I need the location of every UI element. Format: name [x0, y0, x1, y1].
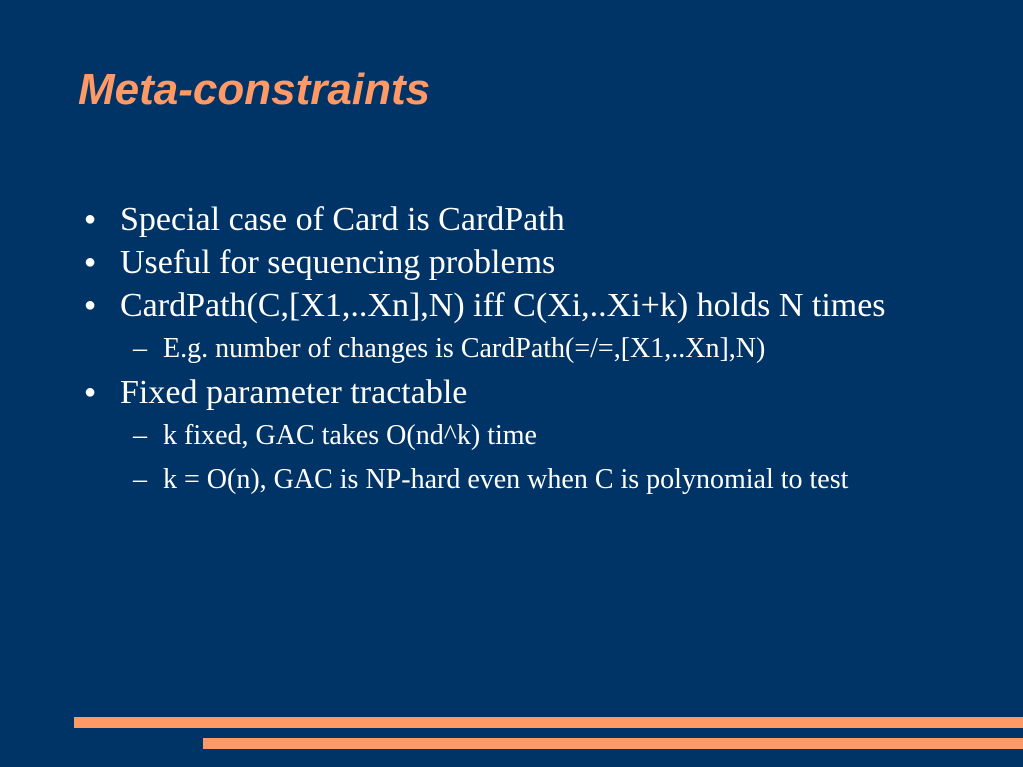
sub-bullet-item — [0, 414, 1023, 458]
sub-bullet-text: k fixed, GAC takes O(nd^k) time — [163, 420, 537, 451]
sub-bullet-item — [0, 331, 1023, 367]
bullet-item — [0, 198, 1023, 241]
sub-bullet-text: k = O(n), GAC is NP-hard even when C is polynomial to test — [163, 464, 849, 495]
bullet-item — [0, 284, 1023, 327]
bullet-dot-icon: ● — [84, 251, 97, 273]
bullet-list — [0, 198, 1023, 502]
accent-bar-bottom — [203, 738, 1023, 749]
bullet-dot-icon: ● — [84, 381, 97, 403]
bullet-item — [0, 371, 1023, 414]
dash-icon: – — [133, 464, 147, 495]
bullet-dot-icon: ● — [84, 294, 97, 316]
slide-title: Meta-constraints — [78, 65, 431, 114]
sub-bullet-text: E.g. number of changes is CardPath(=/=,[X1,..Xn],N) — [163, 333, 766, 364]
bullet-text: Special case of Card is CardPath — [120, 201, 565, 238]
dash-icon: – — [133, 420, 147, 451]
bullet-dot-icon: ● — [84, 208, 97, 230]
bullet-text: CardPath(C,[X1,..Xn],N) iff C(Xi,..Xi+k) holds N times — [120, 287, 886, 324]
sub-bullet-item — [0, 458, 1023, 502]
accent-bar-top — [74, 717, 1023, 728]
bullet-text: Fixed parameter tractable — [120, 374, 468, 411]
bullet-text: Useful for sequencing problems — [120, 244, 556, 281]
dash-icon: – — [133, 333, 147, 364]
bullet-item — [0, 241, 1023, 284]
